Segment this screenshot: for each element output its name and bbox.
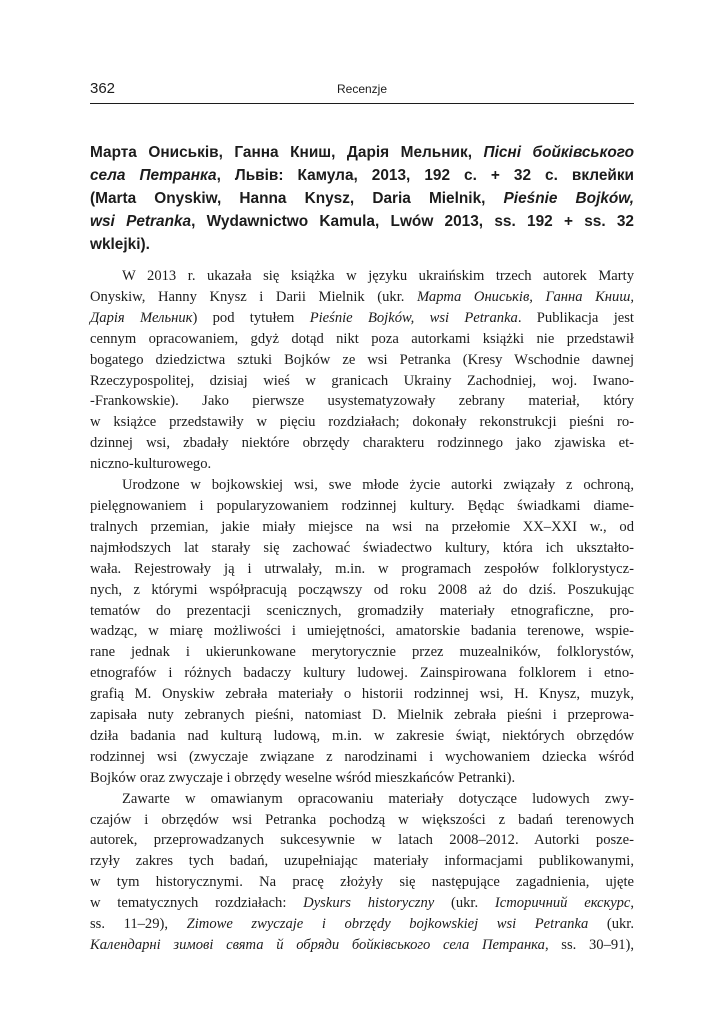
text-line: [90, 830, 634, 851]
italic-text: wsi Petranka: [90, 213, 192, 230]
text-line: [90, 663, 634, 684]
text-run: W 2013 r. ukazała się książka w języku ukraińskim trzech autorek Marty: [122, 268, 634, 284]
text-run: bogatego dziedzictwa sztuki Bojków ze wsi Petranka (Kresy Wschodnie dawnej: [90, 351, 634, 368]
text-line: [90, 412, 634, 433]
text-run: Zawarte w omawianym opracowaniu materiały dotyczące ludowych zwy-: [122, 790, 634, 807]
text-run: dzinnej wsi, zbadały niektóre obrzędy charakteru rodzinnego jako zjawiska et-: [90, 435, 634, 452]
review-title: [90, 141, 634, 256]
text-line: [90, 684, 634, 705]
text-run: , ss. 30–91),: [544, 937, 634, 953]
header-rule: [90, 103, 634, 104]
text-run: . Publikacja jest: [517, 309, 634, 326]
italic-text: Zimowe zwyczaje i obrzędy bojkowskiej wsi Petranka: [186, 916, 589, 933]
italic-text: села Петранка: [90, 167, 217, 184]
text-run: w książce przedstawiły w pięciu rozdziałach; dokonały rekonstrukcji pieśni ro-: [90, 414, 634, 431]
text-run: grafią M. Onyskiw zebrała materiały o historii rodzinnej wsi, H. Knysz, muzyk,: [90, 686, 634, 703]
text-line: [90, 705, 634, 726]
text-run: rodzinnej wsi (zwyczaje związane z narodzinami i wychowaniem dziecka wśród: [90, 748, 634, 765]
section-title: Recenzje: [336, 82, 388, 96]
text-line: [90, 747, 634, 768]
text-line: [90, 810, 634, 831]
text-run: -Frankowskie). Jako pierwsze usystematyzowały zebrany materiał, który: [90, 393, 634, 410]
text-line: [90, 559, 634, 580]
page-number: 362: [90, 80, 116, 97]
text-line: [90, 329, 634, 350]
text-run: zapisała nuty zebranych pieśni, natomiast D. Mielnik zebrała pieśni i przeprowa-: [90, 707, 634, 724]
text-run: (Marta Onyskiw, Hanna Knysz, Daria Mielnik,: [90, 190, 504, 207]
text-line: [90, 601, 634, 622]
text-line: [90, 851, 634, 872]
title-line: [90, 164, 634, 187]
title-line: [90, 187, 634, 210]
text-run: rane jednak i ukierunkowane merytorycznie przez muzealników, folklorystów,: [90, 644, 634, 661]
italic-text: Історичний екскурс: [494, 895, 631, 912]
text-line: [90, 308, 634, 329]
text-run: etnografów i różnych badaczy kultury ludowej. Zainspirowana folklorem i etno-: [90, 665, 634, 682]
text-run: (ukr.: [588, 916, 634, 933]
text-run: ) pod tytułem: [192, 309, 310, 326]
text-line: [90, 538, 634, 559]
text-line: [90, 935, 634, 956]
text-line: [90, 496, 634, 517]
italic-text: Календарні зимові свята й обряди бойківського села Петранка: [90, 937, 545, 953]
text-run: nych, z którymi współpracują począwszy od roku 2008 aż do dziś. Poszukując: [90, 581, 634, 598]
paragraph: [90, 789, 634, 956]
text-run: wklejki).: [90, 236, 150, 253]
text-run: ,: [630, 895, 634, 912]
text-run: autorek, przeprowadzanych sukcesywnie w latach 2008–2012. Autorki posze-: [90, 832, 634, 849]
italic-text: Марта Ониськів, Ганна Книш,: [416, 288, 634, 305]
text-run: Марта Ониськів, Ганна Книш, Дарія Мельник,: [90, 144, 484, 161]
text-run: dziła badania nad kulturą ludową, m.in. w zakresie świąt, niektórych obrzędów: [90, 727, 634, 744]
text-line: [90, 517, 634, 538]
text-run: Bojków oraz zwyczaje i obrzędy weselne wśród mieszkańców Petranki).: [90, 769, 516, 786]
text-run: , Wydawnictwo Kamula, Lwów 2013, ss. 192 + ss. 32: [191, 213, 634, 230]
text-run: czajów i obrzędów wsi Petranka pochodzą w większości z badań terenowych: [90, 811, 634, 828]
text-run: wadząc, w miarę możliwości i umiejętności, amatorskie badania terenowe, wspie-: [90, 623, 634, 640]
text-line: [90, 914, 634, 935]
text-line: [90, 391, 634, 412]
text-line: [90, 287, 634, 308]
text-run: cennym opracowaniem, gdyż dotąd nikt poza autorkami książki nie przedstawił: [90, 330, 634, 347]
title-line: [90, 141, 634, 164]
text-run: Rzeczypospolitej, dzisiaj wieś w granicach Ukrainy Zachodniej, woj. Iwano-: [90, 372, 634, 389]
text-run: pielęgnowaniem i popularyzowaniem rodzinnej kultury. Będąc świadkami diame-: [90, 497, 634, 514]
text-line: [90, 726, 634, 747]
text-line: [90, 433, 634, 454]
text-line: [90, 454, 634, 475]
italic-text: Пісні бойківського: [483, 144, 634, 161]
title-line: [90, 210, 634, 233]
text-run: najmłodszych lat starały się zachować świadectwo kultury, która ich ukształto-: [90, 539, 634, 556]
text-run: rzyły zakres tych badań, uzupełniając materiały informacjami publikowanymi,: [90, 853, 634, 870]
text-line: [90, 475, 634, 496]
title-line: [90, 233, 634, 256]
text-run: w tym historycznymi. Na pracę złożyły się następujące zagadnienia, ujęte: [90, 874, 634, 891]
italic-text: Дарія Мельник: [90, 309, 193, 326]
text-run: (ukr.: [434, 895, 495, 912]
text-run: w tematycznych rozdziałach:: [90, 895, 304, 912]
italic-text: Pieśnie Bojków,: [503, 190, 634, 207]
text-run: niczno-kulturowego.: [90, 456, 212, 473]
text-run: ss. 11–29),: [90, 916, 187, 933]
text-line: [90, 642, 634, 663]
text-line: [90, 266, 634, 287]
paragraph: [90, 475, 634, 789]
text-line: [90, 580, 634, 601]
text-line: [90, 371, 634, 392]
text-line: [90, 893, 634, 914]
text-run: tralnych przemian, jakie miały miejsce na wsi na przełomie XX–XXI w., od: [90, 518, 634, 535]
text-run: , Львів: Камула, 2013, 192 с. + 32 с. вклейки: [216, 167, 635, 184]
paragraph: [90, 266, 634, 475]
text-line: [90, 789, 634, 810]
text-line: [90, 350, 634, 371]
text-run: wała. Rejestrowały ją i utrwalały, m.in. w programach zespołów folklorystycz-: [90, 560, 634, 577]
text-run: Urodzone w bojkowskiej wsi, swe młode życie autorki związały z ochroną,: [122, 477, 634, 494]
text-line: [90, 621, 634, 642]
text-line: [90, 768, 634, 789]
text-run: Onyskiw, Hanny Knysz i Darii Mielnik (ukr.: [90, 288, 417, 305]
italic-text: Dyskurs historyczny: [303, 895, 435, 912]
text-line: [90, 872, 634, 893]
text-run: tematów do prezentacji scenicznych, gromadziły materiały etnograficzne, pro-: [90, 602, 634, 619]
italic-text: Pieśnie Bojków, wsi Petranka: [309, 309, 518, 326]
review-body: [90, 266, 634, 956]
running-header: [90, 80, 634, 102]
